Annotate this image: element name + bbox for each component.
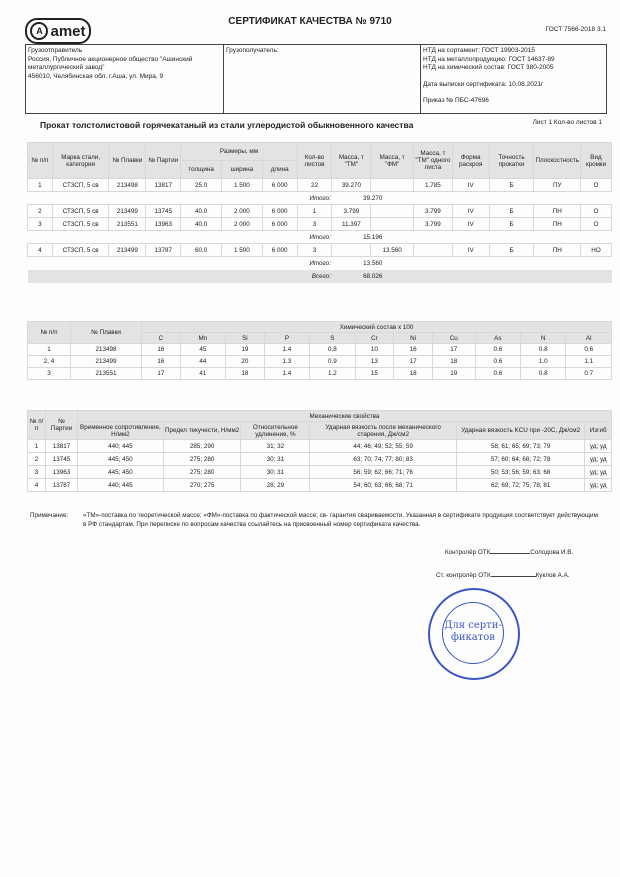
col-element: Si bbox=[226, 333, 265, 344]
signer-role: Контролёр ОТК bbox=[445, 549, 491, 556]
col-width: ширина bbox=[221, 161, 262, 179]
table-cell: 213498 bbox=[109, 179, 146, 192]
filler bbox=[413, 270, 611, 283]
shipper-name: Россия, Публичное акционерное общество "Ашинский металлургический завод" bbox=[28, 55, 193, 71]
table-cell: 4 bbox=[28, 244, 53, 257]
col-mass-one: Масса, т "ТМ" одного листа bbox=[413, 143, 452, 179]
table-cell: ПН bbox=[534, 244, 581, 257]
table-cell: 0.8 bbox=[521, 368, 566, 380]
table-cell: 13817 bbox=[146, 179, 181, 192]
col-element: P bbox=[264, 333, 309, 344]
table-cell: 213499 bbox=[71, 356, 142, 368]
col-n: № п/п bbox=[28, 322, 71, 344]
table-cell: 13745 bbox=[46, 453, 78, 466]
consignee-label: Грузополучатель: bbox=[226, 47, 279, 54]
col-element: N bbox=[521, 333, 566, 344]
table-cell: 13963 bbox=[46, 466, 78, 479]
total-label: Итого: bbox=[309, 233, 331, 241]
table-cell: 2 bbox=[28, 205, 53, 218]
signature-2 bbox=[436, 572, 570, 579]
subtotal-row bbox=[28, 231, 612, 244]
table-cell bbox=[371, 205, 414, 218]
table-cell: IV bbox=[452, 218, 489, 231]
sheet-info: Лист 1 Кол-во листов 1 bbox=[532, 119, 602, 126]
table-cell: 1.0 bbox=[521, 356, 566, 368]
table-cell: 0.8 bbox=[521, 344, 566, 356]
col-chem-group: Химический состав х 100 bbox=[142, 322, 612, 333]
consignee-block bbox=[224, 45, 421, 113]
table-cell: 1.2 bbox=[310, 368, 355, 380]
table-cell: СТ3СП, 5 св bbox=[52, 218, 109, 231]
col-element: Ni bbox=[394, 333, 433, 344]
table-row bbox=[28, 466, 612, 479]
table-cell: Б bbox=[489, 205, 534, 218]
table-cell: О bbox=[581, 205, 612, 218]
table-cell: 213498 bbox=[71, 344, 142, 356]
stamp-text: Для серти- фикатов bbox=[444, 620, 502, 643]
chemical-table bbox=[27, 321, 612, 380]
table-cell: 18 bbox=[226, 368, 265, 380]
total-value: 68.026 bbox=[332, 270, 414, 283]
table-cell: 275; 280 bbox=[163, 466, 241, 479]
col-precision: Точность прокатки bbox=[489, 143, 534, 179]
table-cell: 19 bbox=[432, 368, 475, 380]
table-row bbox=[28, 356, 612, 368]
table-cell: 13787 bbox=[46, 479, 78, 492]
table-cell: ПУ bbox=[534, 179, 581, 192]
table-cell: 30; 31 bbox=[241, 466, 310, 479]
col-element: Mn bbox=[180, 333, 225, 344]
logo-text: amet bbox=[50, 22, 86, 40]
table-cell: ПН bbox=[534, 218, 581, 231]
col-lot: № Партии bbox=[46, 411, 78, 440]
shipper-block bbox=[26, 45, 224, 113]
table-cell: 39.270 bbox=[332, 179, 371, 192]
header-info-box bbox=[25, 44, 607, 114]
table-cell: 2 000 bbox=[221, 205, 262, 218]
col-heat: № Плавки bbox=[109, 143, 146, 179]
signer-name: Солодова И.В. bbox=[530, 549, 574, 556]
table-row bbox=[28, 453, 612, 466]
filler bbox=[413, 192, 611, 205]
table-cell: 1.3 bbox=[264, 356, 309, 368]
col-element: C bbox=[142, 333, 181, 344]
table-cell: 60.0 bbox=[181, 244, 222, 257]
table-cell: 45 bbox=[180, 344, 225, 356]
table-cell bbox=[371, 218, 414, 231]
table-cell: 213499 bbox=[109, 205, 146, 218]
table-cell bbox=[413, 244, 452, 257]
table-row bbox=[28, 179, 612, 192]
col-n: № п/п bbox=[28, 411, 46, 440]
table-cell: 213551 bbox=[71, 368, 142, 380]
table-cell: IV bbox=[452, 205, 489, 218]
table-cell: 2 000 bbox=[221, 218, 262, 231]
table-cell: 0.6 bbox=[566, 344, 612, 356]
col-flatness: Плоскостность bbox=[534, 143, 581, 179]
table-cell bbox=[371, 179, 414, 192]
col-element: Cr bbox=[355, 333, 394, 344]
col-qty: Кол-во листов bbox=[297, 143, 332, 179]
table-cell: 3 bbox=[28, 466, 46, 479]
table-cell: 1 bbox=[297, 205, 332, 218]
table-cell: 56; 59; 62; 66; 71; 76 bbox=[310, 466, 457, 479]
table-cell: 0.6 bbox=[475, 368, 520, 380]
table-cell: 13745 bbox=[146, 205, 181, 218]
table-cell: 3 bbox=[28, 368, 71, 380]
table-cell: ПН bbox=[534, 205, 581, 218]
col-mech: Изгиб bbox=[585, 422, 612, 440]
table-cell: 40.0 bbox=[181, 218, 222, 231]
table-cell: 15 bbox=[355, 368, 394, 380]
table-cell: 13.560 bbox=[371, 244, 414, 257]
issue-date: Дата выписки сертификата: 10.08.2021г bbox=[423, 80, 544, 88]
table-cell: 445; 450 bbox=[77, 453, 163, 466]
col-element: As bbox=[475, 333, 520, 344]
table-cell: 22 bbox=[297, 179, 332, 192]
col-mech-group: Механические свойства bbox=[77, 411, 611, 422]
total-value: 39.270 bbox=[363, 194, 383, 202]
table-cell: 18 bbox=[432, 356, 475, 368]
table-cell: IV bbox=[452, 244, 489, 257]
ntd-product: НТД на металлопродукцию: ГОСТ 14637-89 bbox=[423, 55, 555, 63]
table-cell: 44; 46; 49; 52; 55; 59 bbox=[310, 440, 457, 453]
table-cell: 275; 280 bbox=[163, 453, 241, 466]
ntd-assortment: НТД на сортамент: ГОСТ 19903-2015 bbox=[423, 47, 536, 54]
table-cell: уд; уд bbox=[585, 479, 612, 492]
table-cell: 62; 69; 72; 75; 78; 81 bbox=[456, 479, 584, 492]
table-cell: СТ3СП, 5 св bbox=[52, 179, 109, 192]
table-cell: 50; 53; 56; 59; 63; 68 bbox=[456, 466, 584, 479]
order-number: Приказ № ПБС-47696 bbox=[423, 97, 489, 104]
shipper-address: 456010, Челябинская обл. г.Аша, ул. Мира, 9 bbox=[28, 72, 164, 80]
table-cell: Б bbox=[489, 218, 534, 231]
table-row bbox=[28, 344, 612, 356]
table-cell: 1.4 bbox=[264, 368, 309, 380]
col-element: Al bbox=[566, 333, 612, 344]
table-cell: 13 bbox=[355, 356, 394, 368]
table-cell: О bbox=[581, 218, 612, 231]
table-cell: 11.397 bbox=[332, 218, 371, 231]
gost-standard: ГОСТ 7566-2018 3.1 bbox=[545, 26, 606, 33]
table-cell: 10 bbox=[355, 344, 394, 356]
signer-name: Куклов А.А. bbox=[535, 572, 570, 579]
table-row bbox=[28, 440, 612, 453]
table-cell: 13787 bbox=[146, 244, 181, 257]
table-cell: IV bbox=[452, 179, 489, 192]
col-mech: Ударная вязкость после механического старения, Дж/см2 bbox=[310, 422, 457, 440]
note bbox=[30, 511, 600, 529]
table-cell: 6 000 bbox=[262, 244, 297, 257]
table-cell: 213499 bbox=[109, 244, 146, 257]
subtotal-row bbox=[28, 192, 612, 205]
shipper-label: Грузоотправитель bbox=[28, 47, 83, 54]
table-cell: О bbox=[581, 179, 612, 192]
table-cell: 1.1 bbox=[566, 356, 612, 368]
total-label: Всего: bbox=[28, 270, 332, 283]
table-cell: 19 bbox=[226, 344, 265, 356]
table-cell: 58; 61; 65; 69; 73; 79 bbox=[456, 440, 584, 453]
table-cell: 25.0 bbox=[181, 179, 222, 192]
total-value: 15.196 bbox=[363, 233, 383, 241]
col-n: № п/п bbox=[28, 143, 53, 179]
table-cell: 0.7 bbox=[566, 368, 612, 380]
table-cell: 440; 445 bbox=[77, 440, 163, 453]
table-cell: 3 bbox=[297, 244, 332, 257]
note-text: «ТМ»-поставка по теоретической массе; «ФМ»-поставка по фактической массе; св- гарантия свариваемости. Указанная в сертификате продукция соответствует действующим в РФ стандартам. При переписке по вопросам качества ссылайтесь на присвоенный номер сертификата качества. bbox=[83, 512, 598, 528]
table-cell: 20 bbox=[226, 356, 265, 368]
col-lot: № Партии bbox=[146, 143, 181, 179]
col-length: длина bbox=[262, 161, 297, 179]
table-cell: 3 bbox=[297, 218, 332, 231]
table-cell: НО bbox=[581, 244, 612, 257]
table-cell: 1 bbox=[28, 179, 53, 192]
table-cell bbox=[332, 244, 371, 257]
table-cell: 285; 290 bbox=[163, 440, 241, 453]
table-cell: Б bbox=[489, 244, 534, 257]
col-thickness: толщина bbox=[181, 161, 222, 179]
otk-stamp bbox=[428, 588, 520, 680]
table-cell: 1.4 bbox=[264, 344, 309, 356]
subtotal-row bbox=[28, 257, 612, 270]
table-cell: 6 000 bbox=[262, 179, 297, 192]
total-label: Итого: bbox=[309, 194, 331, 202]
table-cell: 4 bbox=[28, 479, 46, 492]
table-cell: 54; 60; 63; 66; 68; 71 bbox=[310, 479, 457, 492]
table-row bbox=[28, 244, 612, 257]
col-element: Cu bbox=[432, 333, 475, 344]
col-mech: Ударная вязкость KCU при -20С, Дж/см2 bbox=[456, 422, 584, 440]
table-cell: 2, 4 bbox=[28, 356, 71, 368]
logo-emblem-icon: A bbox=[30, 22, 48, 40]
col-sizes: Размеры, мм bbox=[181, 143, 297, 161]
table-cell: 1 500 bbox=[221, 244, 262, 257]
mechanical-table bbox=[27, 410, 612, 492]
table-cell: 440; 445 bbox=[77, 479, 163, 492]
table-cell: 16 bbox=[142, 356, 181, 368]
shipment-table bbox=[27, 142, 612, 283]
col-grade: Марка стали, категория bbox=[52, 143, 109, 179]
table-cell: 16 bbox=[394, 344, 433, 356]
table-cell: уд; уд bbox=[585, 440, 612, 453]
table-cell: 41 bbox=[180, 368, 225, 380]
note-label: Примечание: bbox=[30, 512, 69, 519]
table-cell: СТ3СП, 5 св bbox=[52, 244, 109, 257]
col-mass-tm: Масса, т "ТМ" bbox=[332, 143, 371, 179]
table-cell: 17 bbox=[142, 368, 181, 380]
table-cell: 44 bbox=[180, 356, 225, 368]
table-cell: 13963 bbox=[146, 218, 181, 231]
table-cell: 0.6 bbox=[475, 356, 520, 368]
table-cell: 213551 bbox=[109, 218, 146, 231]
ntd-block bbox=[421, 45, 606, 113]
table-cell: 1.785 bbox=[413, 179, 452, 192]
table-row bbox=[28, 368, 612, 380]
table-cell: 17 bbox=[394, 356, 433, 368]
table-cell: 0.8 bbox=[310, 344, 355, 356]
table-cell: 16 bbox=[142, 344, 181, 356]
col-mech: Временное сопротивление, Н/мм2 bbox=[77, 422, 163, 440]
table-cell: 28; 29 bbox=[241, 479, 310, 492]
table-cell: 3.799 bbox=[413, 205, 452, 218]
grand-total-row bbox=[28, 270, 612, 283]
table-cell: 6 000 bbox=[262, 205, 297, 218]
table-cell: 57; 60; 64; 68; 72; 78 bbox=[456, 453, 584, 466]
signature-1 bbox=[445, 549, 573, 556]
table-cell: 63; 70; 74; 77; 80; 83 bbox=[310, 453, 457, 466]
table-row bbox=[28, 205, 612, 218]
table-cell: 445; 450 bbox=[77, 466, 163, 479]
table-cell: уд; уд bbox=[585, 453, 612, 466]
col-element: S bbox=[310, 333, 355, 344]
col-mass-fm: Масса, т "ФМ" bbox=[371, 143, 414, 179]
table-cell: СТ3СП, 5 св bbox=[52, 205, 109, 218]
filler bbox=[413, 231, 611, 244]
certificate-title: СЕРТИФИКАТ КАЧЕСТВА № 9710 bbox=[228, 16, 392, 27]
table-cell: 1 500 bbox=[221, 179, 262, 192]
table-cell: 3 bbox=[28, 218, 53, 231]
col-mech: Предел текучести, Н/мм2 bbox=[163, 422, 241, 440]
table-cell: 1 bbox=[28, 440, 46, 453]
table-cell: 31; 32 bbox=[241, 440, 310, 453]
filler bbox=[413, 257, 611, 270]
table-cell: 6 000 bbox=[262, 218, 297, 231]
product-title: Прокат толстолистовой горячекатаный из стали углеродистой обыкновенного качества bbox=[40, 120, 414, 130]
col-mech: Относительное удлинение, % bbox=[241, 422, 310, 440]
table-cell: 3.799 bbox=[413, 218, 452, 231]
table-cell: 18 bbox=[394, 368, 433, 380]
col-cut: Форма раскроя bbox=[452, 143, 489, 179]
col-heat: № Плавки bbox=[71, 322, 142, 344]
table-cell: уд; уд bbox=[585, 466, 612, 479]
table-cell: 0.9 bbox=[310, 356, 355, 368]
table-cell: 3.799 bbox=[332, 205, 371, 218]
table-cell: 30; 31 bbox=[241, 453, 310, 466]
table-row bbox=[28, 479, 612, 492]
table-cell: 0.6 bbox=[475, 344, 520, 356]
table-cell: 17 bbox=[432, 344, 475, 356]
col-edge: Вид кромки bbox=[581, 143, 612, 179]
ntd-chemistry: НТД на химический состав: ГОСТ 380-2005 bbox=[423, 64, 554, 71]
total-value: 13.560 bbox=[363, 259, 383, 267]
table-cell: 13817 bbox=[46, 440, 78, 453]
table-cell: 2 bbox=[28, 453, 46, 466]
table-cell: Б bbox=[489, 179, 534, 192]
table-cell: 1 bbox=[28, 344, 71, 356]
table-cell: 270; 275 bbox=[163, 479, 241, 492]
total-label: Итого: bbox=[309, 259, 331, 267]
signer-role: Ст. контролёр ОТК bbox=[436, 572, 491, 579]
table-row bbox=[28, 218, 612, 231]
table-cell: 40.0 bbox=[181, 205, 222, 218]
